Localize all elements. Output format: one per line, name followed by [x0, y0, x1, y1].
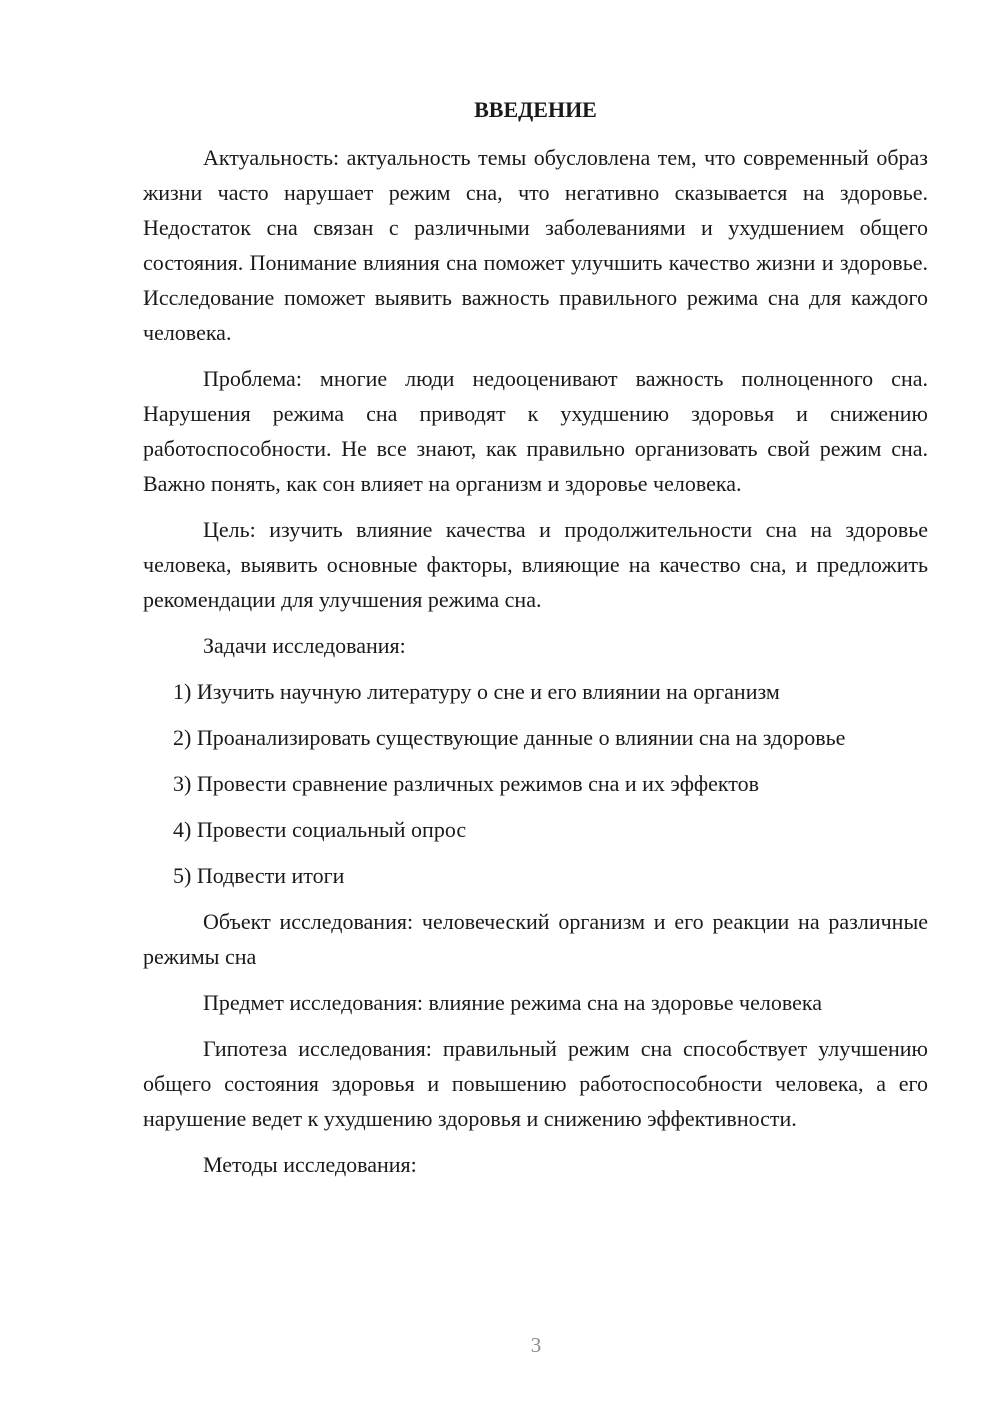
page-title: ВВЕДЕНИЕ [474, 97, 597, 122]
task-item-4: 4) Провести социальный опрос [173, 817, 467, 842]
tasks-heading: Задачи исследования: [203, 633, 406, 658]
task-item-1: 1) Изучить научную литературу о сне и его влиянии на организм [173, 679, 780, 704]
task-item-5: 5) Подвести итоги [173, 863, 345, 888]
paragraph-goal: Цель: изучить влияние качества и продолжительности сна на здоровье человека, выявить основные факторы, влияющие на качество сна, и предложить рекомендации для улучшения режима сна. [143, 517, 928, 612]
page-number: 3 [530, 1333, 542, 1357]
task-item-2: 2) Проанализировать существующие данные о влиянии сна на здоровье [173, 725, 846, 750]
paragraph-relevance: Актуальность: актуальность темы обусловлена тем, что современный образ жизни часто нарушает режим сна, что негативно сказывается на здоровье. Недостаток сна связан с различными заболеваниями и ухудшением общего состояния. Понимание влияния сна поможет улучшить качество жизни и здоровье. Исследование поможет выявить важность правильного режима сна для каждого человека. [143, 145, 928, 345]
paragraph-problem: Проблема: многие люди недооценивают важность полноценного сна. Нарушения режима сна приводят к ухудшению здоровья и снижению работоспособности. Не все знают, как правильно организовать свой режим сна. Важно понять, как сон влияет на организм и здоровье человека. [143, 366, 928, 496]
paragraph-subject: Предмет исследования: влияние режима сна на здоровье человека [203, 990, 822, 1015]
methods-heading: Методы исследования: [203, 1152, 417, 1177]
paragraph-hypothesis: Гипотеза исследования: правильный режим сна способствует улучшению общего состояния здоровья и повышению работоспособности человека, а его нарушение ведет к ухудшению здоровья и снижению эффективности. [143, 1036, 928, 1131]
task-item-3: 3) Провести сравнение различных режимов сна и их эффектов [173, 771, 759, 796]
paragraph-object: Объект исследования: человеческий организм и его реакции на различные режимы сна [143, 909, 928, 969]
document-page [143, 92, 928, 1193]
